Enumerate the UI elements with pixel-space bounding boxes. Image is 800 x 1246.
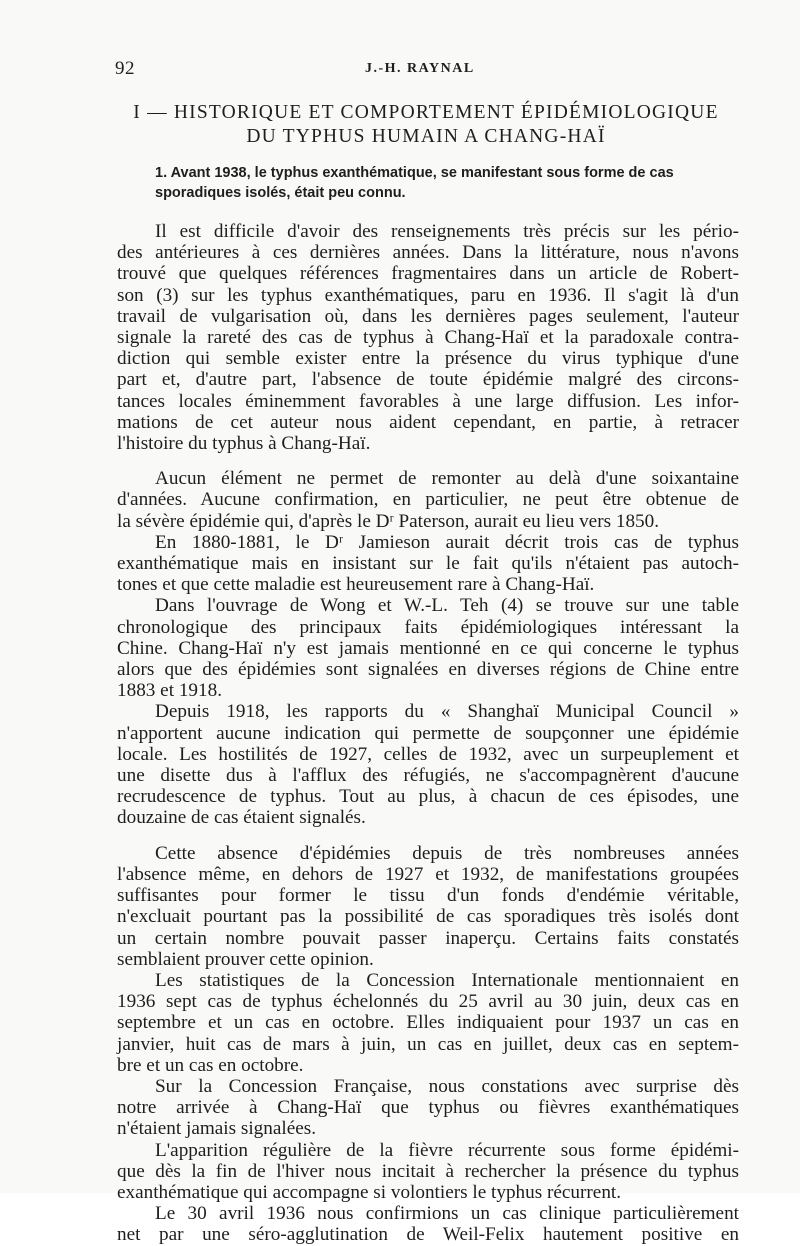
paragraph bbox=[117, 1203, 739, 1245]
text-line: douzaine de cas étaient signalés. bbox=[117, 807, 366, 829]
text-line: recrudescence de typhus. Tout au plus, à chacun de ces épisodes, une bbox=[117, 786, 739, 808]
body-text bbox=[117, 221, 739, 1246]
text-line: une disette dus à l'afflux des réfugiés, ne s'accompagnèrent d'aucune bbox=[117, 765, 739, 787]
text-line: Aucun élément ne permet de remonter au delà d'une soixantaine bbox=[155, 468, 739, 490]
text-line: Les statistiques de la Concession Internationale mentionnaient en bbox=[155, 969, 739, 991]
text-line: L'apparition régulière de la fièvre récurrente sous forme épidémi- bbox=[155, 1139, 739, 1161]
text-line: Dans l'ouvrage de Wong et W.-L. Teh (4) se trouve sur une table bbox=[155, 595, 739, 617]
text-line: Chine. Chang-Haï n'y est jamais mentionné en ce qui concerne le typhus bbox=[117, 637, 739, 659]
text-line: des antérieures à ces dernières années. Dans la littérature, nous n'avons bbox=[117, 242, 739, 264]
section-title-line: DU TYPHUS HUMAIN A CHANG-HAÏ bbox=[246, 126, 606, 147]
text-line: 1936 sept cas de typhus échelonnés du 25 avril au 30 juin, deux cas en bbox=[117, 991, 739, 1013]
paragraph bbox=[117, 468, 739, 532]
paragraph bbox=[117, 221, 739, 454]
text-line: part et, d'autre part, l'absence de toute épidémie malgré des circons- bbox=[117, 369, 739, 391]
text-line: tances locales éminemment favorables à une large diffusion. Les infor- bbox=[117, 390, 739, 412]
paragraph bbox=[117, 1076, 739, 1140]
section-title-line: I — HISTORIQUE ET COMPORTEMENT ÉPIDÉMIOLOGIQUE bbox=[133, 102, 719, 123]
text-line: janvier, huit cas de mars à juin, un cas en juillet, deux cas en septem- bbox=[117, 1033, 739, 1055]
paragraph bbox=[117, 843, 739, 970]
text-line: un certain nombre pouvait passer inaperçu. Certains faits constatés bbox=[117, 927, 739, 949]
page-number: 92 bbox=[115, 58, 135, 79]
paragraph bbox=[117, 595, 739, 701]
paragraph bbox=[117, 1140, 739, 1204]
text-line: l'histoire du typhus à Chang-Haï. bbox=[117, 433, 371, 455]
text-line: suffisantes pour former le tissu d'un fonds d'endémie véritable, bbox=[117, 885, 739, 907]
text-line: Sur la Concession Française, nous constations avec surprise dès bbox=[155, 1075, 739, 1097]
text-line: chronologique des principaux faits épidémiologiques intéressant la bbox=[117, 616, 739, 638]
text-line: signale la rareté des cas de typhus à Chang-Haï et la paradoxale contra- bbox=[117, 327, 739, 349]
subsection-heading-line: 1. Avant 1938, le typhus exanthématique, se manifestant sous forme de cas bbox=[155, 165, 674, 181]
text-line: d'années. Aucune confirmation, en particulier, ne peut être obtenue de bbox=[117, 489, 739, 511]
text-line: 1883 et 1918. bbox=[117, 680, 222, 702]
text-line: Depuis 1918, les rapports du « Shanghaï Municipal Council » bbox=[155, 701, 739, 723]
text-line: son (3) sur les typhus exanthématiques, paru en 1936. Il s'agit là d'un bbox=[117, 284, 739, 306]
text-line: semblaient prouver cette opinion. bbox=[117, 948, 374, 970]
text-line: que dès la fin de l'hiver nous incitait à rechercher la présence du typhus bbox=[117, 1160, 739, 1182]
text-line: la sévère épidémie qui, d'après le Dʳ Paterson, aurait eu lieu vers 1850. bbox=[117, 510, 660, 532]
text-line: Il est difficile d'avoir des renseignements très précis sur les pério- bbox=[155, 221, 739, 242]
text-line: n'apportent aucune indication qui permette de soupçonner une épidémie bbox=[117, 722, 739, 744]
text-line: trouvé que quelques références fragmentaires dans un article de Robert- bbox=[117, 263, 739, 285]
text-line: n'excluait pourtant pas la possibilité de cas sporadiques très isolés dont bbox=[117, 906, 739, 928]
paragraph bbox=[117, 532, 739, 596]
text-line: mations de cet auteur nous aident cependant, en partie, à retracer bbox=[117, 411, 739, 433]
text-line: Cette absence d'épidémies depuis de très nombreuses années bbox=[155, 842, 739, 864]
text-line: Le 30 avril 1936 nous confirmions un cas clinique particulièrement bbox=[155, 1203, 739, 1225]
section-title bbox=[112, 101, 740, 149]
text-line: alors que des épidémies sont signalées en diverses régions de Chine entre bbox=[117, 659, 739, 681]
text-line: En 1880-1881, le Dʳ Jamieson aurait décrit trois cas de typhus bbox=[155, 531, 739, 553]
subsection-heading bbox=[155, 163, 739, 203]
text-line: bre et un cas en octobre. bbox=[117, 1054, 304, 1076]
text-line: l'absence même, en dehors de 1927 et 1932, de manifestations groupées bbox=[117, 863, 739, 885]
text-line: diction qui semble exister entre la présence du virus typhique d'une bbox=[117, 348, 739, 370]
subsection-heading-line: sporadiques isolés, était peu connu. bbox=[155, 185, 406, 201]
text-line: septembre et un cas en octobre. Elles indiquaient pour 1937 un cas en bbox=[117, 1012, 739, 1034]
text-line: net par une séro-agglutination de Weil-Felix hautement positive en bbox=[117, 1224, 739, 1246]
text-line: travail de vulgarisation où, dans les dernières pages seulement, l'auteur bbox=[117, 305, 739, 327]
text-line: n'étaient jamais signalées. bbox=[117, 1118, 316, 1140]
paragraph bbox=[117, 970, 739, 1076]
running-head bbox=[115, 58, 735, 84]
paragraph bbox=[117, 701, 739, 828]
text-line: tones et que cette maladie est heureusement rare à Chang-Haï. bbox=[117, 574, 595, 596]
running-author: J.-H. RAYNAL bbox=[365, 61, 475, 76]
text-line: exanthématique qui accompagne si volontiers le typhus récurrent. bbox=[117, 1181, 622, 1203]
text-line: locale. Les hostilités de 1927, celles de 1932, avec un surpeuplement et bbox=[117, 743, 739, 765]
text-line: exanthématique mais en insistant sur le fait qu'ils n'étaient pas autoch- bbox=[117, 553, 739, 575]
text-line: notre arrivée à Chang-Haï que typhus ou fièvres exanthématiques bbox=[117, 1097, 739, 1119]
